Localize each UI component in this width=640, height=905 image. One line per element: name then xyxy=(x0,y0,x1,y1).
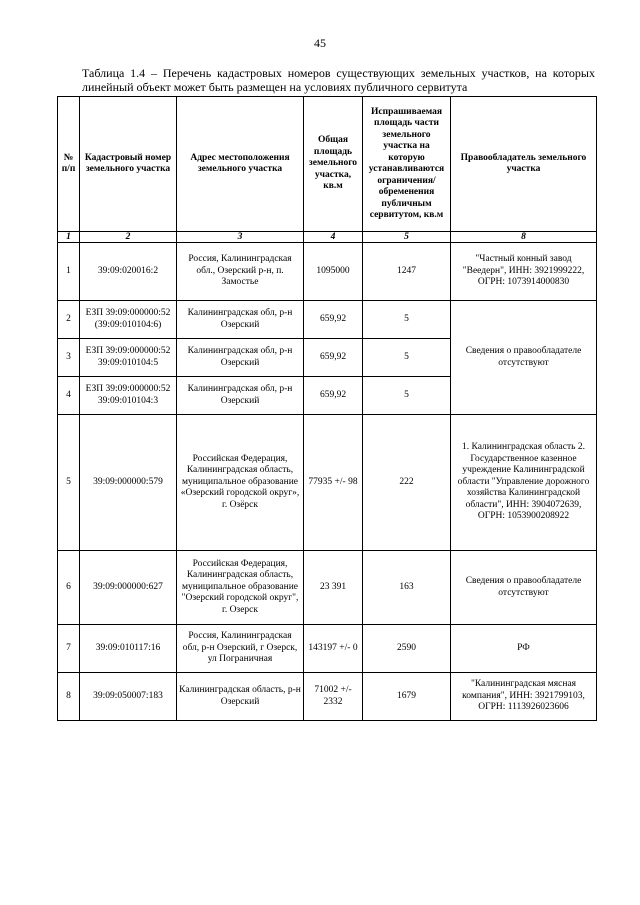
row-requested: 163 xyxy=(363,551,451,625)
row-num: 3 xyxy=(58,339,80,377)
row-num: 1 xyxy=(58,243,80,301)
header-address: Адрес местоположения земельного участка xyxy=(177,97,304,232)
row-cadastral: ЕЗП 39:09:000000:52 (39:09:010104:6) xyxy=(80,301,177,339)
row-num: 7 xyxy=(58,625,80,673)
header-cadastral: Кадастровый номер земельного участка xyxy=(80,97,177,232)
row-area: 1095000 xyxy=(304,243,363,301)
row-requested: 5 xyxy=(363,377,451,415)
row-num: 4 xyxy=(58,377,80,415)
row-owner: Сведения о правообладателе отсутствуют xyxy=(451,301,597,415)
row-requested: 1247 xyxy=(363,243,451,301)
row-requested: 5 xyxy=(363,301,451,339)
row-area: 77935 +/- 98 xyxy=(304,415,363,551)
row-cadastral: 39:09:050007:183 xyxy=(80,673,177,721)
column-number: 4 xyxy=(304,232,363,243)
row-area: 659,92 xyxy=(304,377,363,415)
row-owner: 1. Калининградская область 2. Государственное казенное учреждение Калининградской области "Управление дорожного хозяйства Калининградской области", ИНН: 3904072639, ОГРН: 1053900208922 xyxy=(451,415,597,551)
row-cadastral: ЕЗП 39:09:000000:52 39:09:010104:3 xyxy=(80,377,177,415)
row-num: 2 xyxy=(58,301,80,339)
row-area: 71002 +/- 2332 xyxy=(304,673,363,721)
column-number: 1 xyxy=(58,232,80,243)
row-requested: 2590 xyxy=(363,625,451,673)
row-address: Российская Федерация, Калининградская область, муниципальное образование "Озерский городской округ", г. Озерск xyxy=(177,551,304,625)
table-row xyxy=(58,551,597,625)
row-requested: 1679 xyxy=(363,673,451,721)
row-area: 23 391 xyxy=(304,551,363,625)
row-num: 6 xyxy=(58,551,80,625)
column-number: 8 xyxy=(451,232,597,243)
row-area: 143197 +/- 0 xyxy=(304,625,363,673)
table-row xyxy=(58,415,597,551)
table-row xyxy=(58,625,597,673)
row-address: Калининградская обл, р-н Озерский xyxy=(177,301,304,339)
row-num: 5 xyxy=(58,415,80,551)
table-row xyxy=(58,243,597,301)
row-requested: 5 xyxy=(363,339,451,377)
row-cadastral: ЕЗП 39:09:000000:52 39:09:010104:5 xyxy=(80,339,177,377)
row-owner: РФ xyxy=(451,625,597,673)
table-row xyxy=(58,301,597,339)
header-requested: Испрашиваемая площадь части земельного участка на которую устанавливаются ограничения/ обременения публичным сервитутом, кв.м xyxy=(363,97,451,232)
row-owner: Сведения о правообладателе отсутствуют xyxy=(451,551,597,625)
table-header-row xyxy=(58,97,597,232)
row-num: 8 xyxy=(58,673,80,721)
row-address: Калининградская обл, р-н Озерский xyxy=(177,377,304,415)
page-number: 45 xyxy=(314,36,326,50)
row-area: 659,92 xyxy=(304,339,363,377)
row-address: Калининградская область, р-н Озерский xyxy=(177,673,304,721)
row-address: Российская Федерация, Калининградская область, муниципальное образование «Озерский городской округ», г. Озёрск xyxy=(177,415,304,551)
row-owner: "Калининградская мясная компания", ИНН: 3921799103, ОГРН: 1113926023606 xyxy=(451,673,597,721)
header-num: № п/п xyxy=(58,97,80,232)
header-area: Общая площадь земельного участка, кв.м xyxy=(304,97,363,232)
column-number: 3 xyxy=(177,232,304,243)
row-address: Россия, Калининградская обл., Озерский р-н, п. Замостье xyxy=(177,243,304,301)
row-cadastral: 39:09:000000:579 xyxy=(80,415,177,551)
row-cadastral: 39:09:000000:627 xyxy=(80,551,177,625)
row-address: Калининградская обл, р-н Озерский xyxy=(177,339,304,377)
row-owner: "Частный конный завод "Веедерн", ИНН: 3921999222, ОГРН: 1073914000830 xyxy=(451,243,597,301)
row-cadastral: 39:09:020016:2 xyxy=(80,243,177,301)
row-address: Россия, Калининградская обл, р-н Озерский, г Озерск, ул Пограничная xyxy=(177,625,304,673)
column-number: 5 xyxy=(363,232,451,243)
row-cadastral: 39:09:010117:16 xyxy=(80,625,177,673)
table-caption: Таблица 1.4 – Перечень кадастровых номеров существующих земельных участков, на которых линейный объект может быть размещен на условиях публичного сервитута xyxy=(82,66,595,94)
column-number-row xyxy=(58,232,597,243)
cadastral-table xyxy=(57,96,597,721)
table-row xyxy=(58,673,597,721)
row-area: 659,92 xyxy=(304,301,363,339)
column-number: 2 xyxy=(80,232,177,243)
row-requested: 222 xyxy=(363,415,451,551)
header-owner: Правообладатель земельного участка xyxy=(451,97,597,232)
